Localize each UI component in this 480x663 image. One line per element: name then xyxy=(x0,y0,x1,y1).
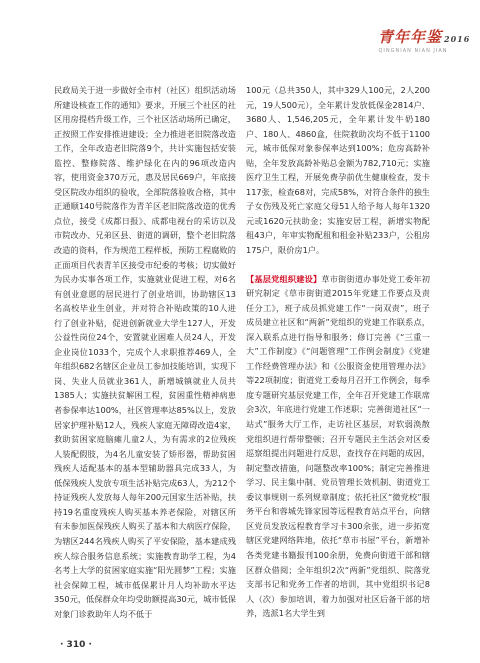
logo-title xyxy=(378,26,471,47)
page-number: · 310 · xyxy=(60,640,92,650)
logo-subtitle: QINGNIAN NIAN JIAN xyxy=(378,48,448,54)
right-column xyxy=(246,83,430,621)
yearbook-logo xyxy=(378,26,471,64)
logo-year: 2016 xyxy=(444,34,471,44)
page-header xyxy=(0,0,480,72)
paragraph-gap xyxy=(246,258,430,272)
left-paragraph: 民政局关于进一步做好全市村（社区）组织活动场所建设核查工作的通知》要求，开展三个社区的社区用房提档升级工作，三个社区活动场所已确定，正按照工作安排推进建设；全力推进老旧院落改造工作，全年改造老旧院落9个，共计实施包括安装监控、整修院落、维护绿化在内的96项改造内容，使用资金370万元，惠及居民669户，年底接受区院改办组织的验收，全部院落验收合格，其中正通顺140号院落作为青羊区老旧院落改造的优秀点位，接受《成都日报》、成都电视台的采访以及市院改办、兄弟区县、街道的调研，整个老旧院落改造的资料，作为规范工程样板，预防工程腐败的正面项目代表青羊区接受市纪委的考核；切实做好为民办实事各项工作，实施就业促进工程，对6名有创业意愿的居民进行了创业培训，协助辖区13名高校毕业生创业，并对符合补贴政策的10人进行了创业补贴，促进创新就业大学生127人，开发公益性岗位24个，安置就业困难人员24人，开发企业岗位1033个，完成个人求职推荐469人，全年组织682名辖区企业员工参加技能培训，实现下岗、失业人员就业361人，新增城镇就业人员共1385人；实施扶贫解困工程，贫困重性精神病患者参保率达100%，社区管理率达85%以上，发放居家护理补贴12人，残疾人家庭无障碍改造4家，救助贫困家庭脑瘫儿童2人，为有需求的2位残疾人装配假肢，为4名儿童安装了矫形器，帮助贫困残疾人适配基本的基本型辅助器具完成33人，为低保残疾人发放专项生活补贴完成63人，为212个持证残疾人发放每人每年200元国家生活补贴，扶持19名重度残疾人购买基本养老保险，对辖区所有未参加医保残疾人购买了基本和大病医疗保险，为辖区244名残疾人购买了平安保险，基本建成残疾人综合服务信息系统；实施教育助学工程，为4名考上大学的贫困家庭实施“阳光圆梦”工程；实施社会保障工程，城市低保累计月人均补助水平达350元，低保群众年均受助额提高30元，城市低保对象门诊救助年人均不低于 xyxy=(54,85,236,619)
right-paragraph-2 xyxy=(246,272,430,621)
section-body: 草市街街道办事处党工委年初研究制定《草市街街道2015年党建工作要点及责任分工》，班子成员抓党建工作“一岗双责”，班子成员建立社区和“两新”党组织的党建工作联系点，深入联系点进行指导和服务；修订完善《“三重一大”工作制度》《“问题管理”工作例会制度》《党建工作经费管理办法》和《公服资金使用管理办法》等22项制度；街道党工委每月召开工作例会，每季度专题研究基层党建工作，全年召开党建工作联席会3次，年底进行党建工作述职；完善街道社区“一站式”服务大厅工作，走访社区基层，对软弱涣散党组织进行帮带整顿；召开专题民主生活会对区委巡察组提出问题进行反思，查找存在问题的成因，制定整改措施，问题整改率100%；制定完善推进学习、民主集中制、党员管理长效机制、街道党工委议事规则一系列规章制度；依托社区“微党校”服务平台和蓉城先锋家园等远程教育站点平台，向辖区党员发放远程教育学习卡300余张，进一步拓宽辖区党建网络阵地，依托“草市书屋”平台，新增补各类党建书籍报刊100余册，免费向街道干部和辖区群众借阅；全年组织2次“两新”党组织、院落党支部书记和党务工作者的培训，其中党组织书记8人（次）参加培训，着力加强对社区后备干部的培养，选派1名大学生到 xyxy=(246,273,430,619)
section-heading: 【基层党组织建设】 xyxy=(246,273,322,284)
left-column xyxy=(54,83,236,621)
right-paragraph-1: 100元（总共350人，其中329人100元，2人200元，19人500元），全年累计发放低保金2814户、3680人、1,546,205元，全年累计发牛奶180户、180人、4860盒，住院救助次均不低于1100元，城市低保对象参保率达到100%；危房高龄补贴，全年发放高龄补贴总金额为782,710元；实施医疗卫生工程，开展免费孕前优生健康检查，发卡117张，检查68对，完成58%，对符合条件的独生子女伤残及死亡家庭父母51人给予每人每年1320元或1620元扶助金；实施安居工程，新增实物配租43户，年审实物配租和租金补贴233户，公租房175户，限价房1户。 xyxy=(246,85,430,256)
logo-title-text: 青年年鉴 xyxy=(378,28,443,46)
